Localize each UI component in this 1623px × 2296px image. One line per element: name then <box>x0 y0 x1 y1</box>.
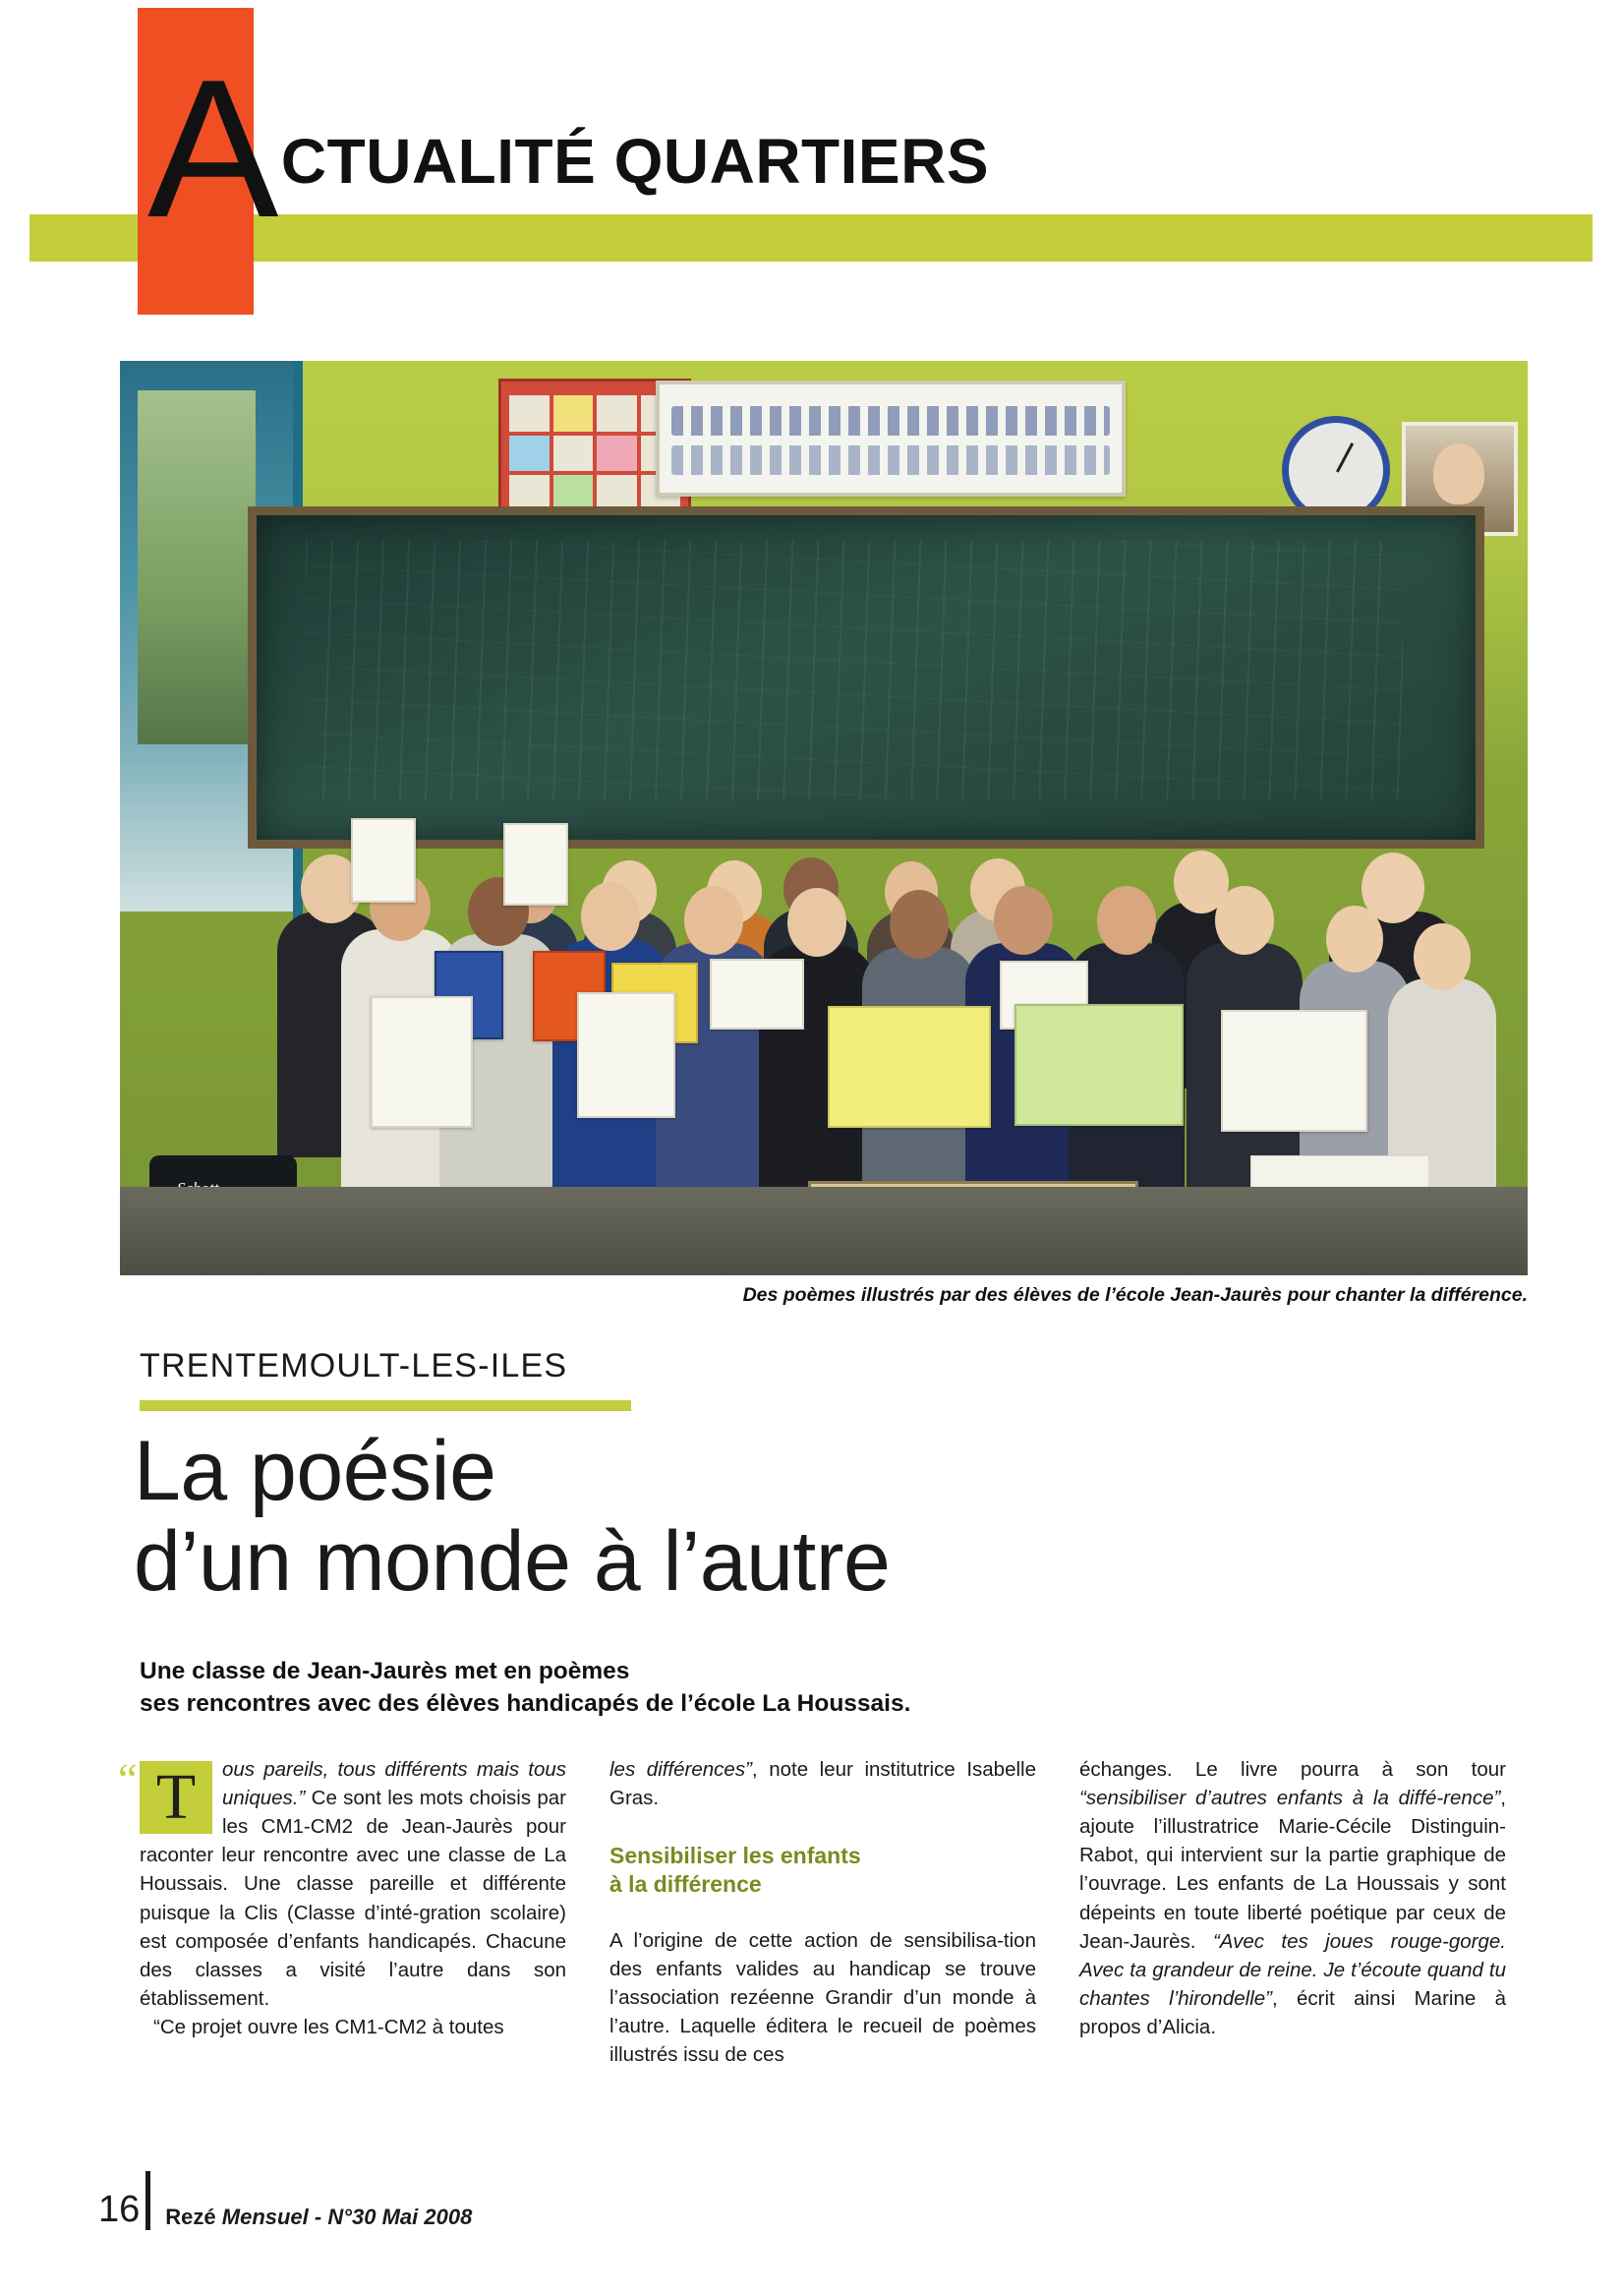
article-body <box>118 1755 1516 2168</box>
footer-publication <box>149 2207 472 2228</box>
paragraph-5-mid: , ajoute l’illustratrice Marie-Cécile Distinguin-Rabot, qui intervient sur la partie graphique de l’ouvrage. Les enfants de La Houssais y sont dépeints en toute liberté poétique par ceux de Jean-Jaurès. <box>1079 1787 1506 1953</box>
held-drawing-12 <box>1221 1010 1367 1132</box>
section-title <box>147 39 989 259</box>
paragraph-1 <box>118 1755 566 2013</box>
paragraph-4: A l’origine de cette action de sensibilisa-tion des enfants valides au handicap se trouve l’association rezéenne Grandir d’un monde à l’autre. Laquelle éditera le recueil de poèmes illustrés issu de ces <box>609 1928 1036 2067</box>
paragraph-5-start: échanges. Le livre pourra à son tour <box>1079 1758 1506 1781</box>
held-drawing-8 <box>371 996 473 1128</box>
paragraph-5-quote-1: “sensibiliser d’autres enfants à la diffé-rence” <box>1079 1787 1501 1810</box>
held-drawing-11 <box>1014 1004 1184 1126</box>
open-quote-mark: “ <box>118 1755 138 1803</box>
drop-cap: T <box>140 1761 212 1834</box>
article-standfirst <box>140 1655 1368 1720</box>
paragraph-1-lead: ous pareils, tous différents mais tous uniques.” <box>222 1758 566 1810</box>
page-number: 16 <box>98 2189 141 2230</box>
article-photo <box>120 361 1528 1275</box>
paragraph-5-quote-2: “Avec tes joues rouge-gorge. Avec ta grandeur de reine. Je t’écoute quand tu chantes l’hirondelle” <box>1079 1929 1506 2010</box>
paragraph-3-rest: , note leur institutrice Isabelle Gras. <box>609 1758 1036 1810</box>
poster-cells <box>509 395 680 511</box>
paragraph-5-end: , écrit ainsi Marine à propos d’Alicia. <box>1079 1986 1507 2038</box>
held-drawing-2 <box>503 823 568 906</box>
article-kicker: TRENTEMOULT-LES-ILES <box>140 1347 568 1384</box>
section-title-initial: A <box>147 39 279 259</box>
headline-line-2: d’un monde à l’autre <box>134 1514 891 1610</box>
body-column-2 <box>609 1755 1036 2168</box>
article-headline <box>134 1424 1412 1610</box>
section-subhead <box>609 1842 1036 1899</box>
standfirst-line-2: ses rencontres avec des élèves handicapés de l’école La Houssais. <box>140 1690 911 1718</box>
paragraph-3 <box>609 1755 1036 1812</box>
held-drawing-1 <box>351 818 416 903</box>
alphabet-chart <box>656 381 1126 497</box>
page-footer <box>98 2191 472 2228</box>
held-drawing-6 <box>710 959 804 1030</box>
body-column-3 <box>1079 1755 1506 2168</box>
classroom-floor <box>120 1187 1528 1275</box>
held-drawing-10 <box>828 1006 991 1128</box>
footer-brand: Rezé <box>165 2205 216 2229</box>
alphabet-row-lowercase <box>671 445 1110 475</box>
kicker-rule <box>140 1400 631 1411</box>
alphabet-row-uppercase <box>671 406 1110 436</box>
classroom-photo <box>120 361 1528 1275</box>
held-drawing-9 <box>577 992 675 1118</box>
headline-line-1: La poésie <box>134 1424 496 1518</box>
subhead-line-1: Sensibiliser les enfants <box>609 1843 861 1869</box>
standfirst-line-1: Une classe de Jean-Jaurès met en poèmes <box>140 1658 630 1684</box>
paragraph-1-rest: Ce sont les mots choisis par les CM1-CM2 de Jean-Jaurès pour raconter leur rencontre avec une classe de La Houssais. Une classe pareille et différente puisque la Clis (Classe d’inté-gration scolaire) est composée d’enfants handicapés. Chacune des classes a visité l’autre dans son établissement. <box>140 1787 566 2010</box>
photo-caption: Des poèmes illustrés par des élèves de l’école Jean-Jaurès pour chanter la différence. <box>742 1284 1528 1306</box>
paragraph-3-quote: les différences” <box>609 1758 752 1781</box>
paragraph-5 <box>1079 1755 1506 2041</box>
masthead <box>0 0 1623 334</box>
footer-issue: Mensuel - N°30 Mai 2008 <box>215 2205 473 2229</box>
body-column-1 <box>118 1755 566 2168</box>
subhead-line-2: à la différence <box>609 1870 762 1897</box>
section-title-rest: CTUALITÉ QUARTIERS <box>280 126 989 197</box>
paragraph-2: “Ce projet ouvre les CM1-CM2 à toutes <box>153 2015 504 2038</box>
